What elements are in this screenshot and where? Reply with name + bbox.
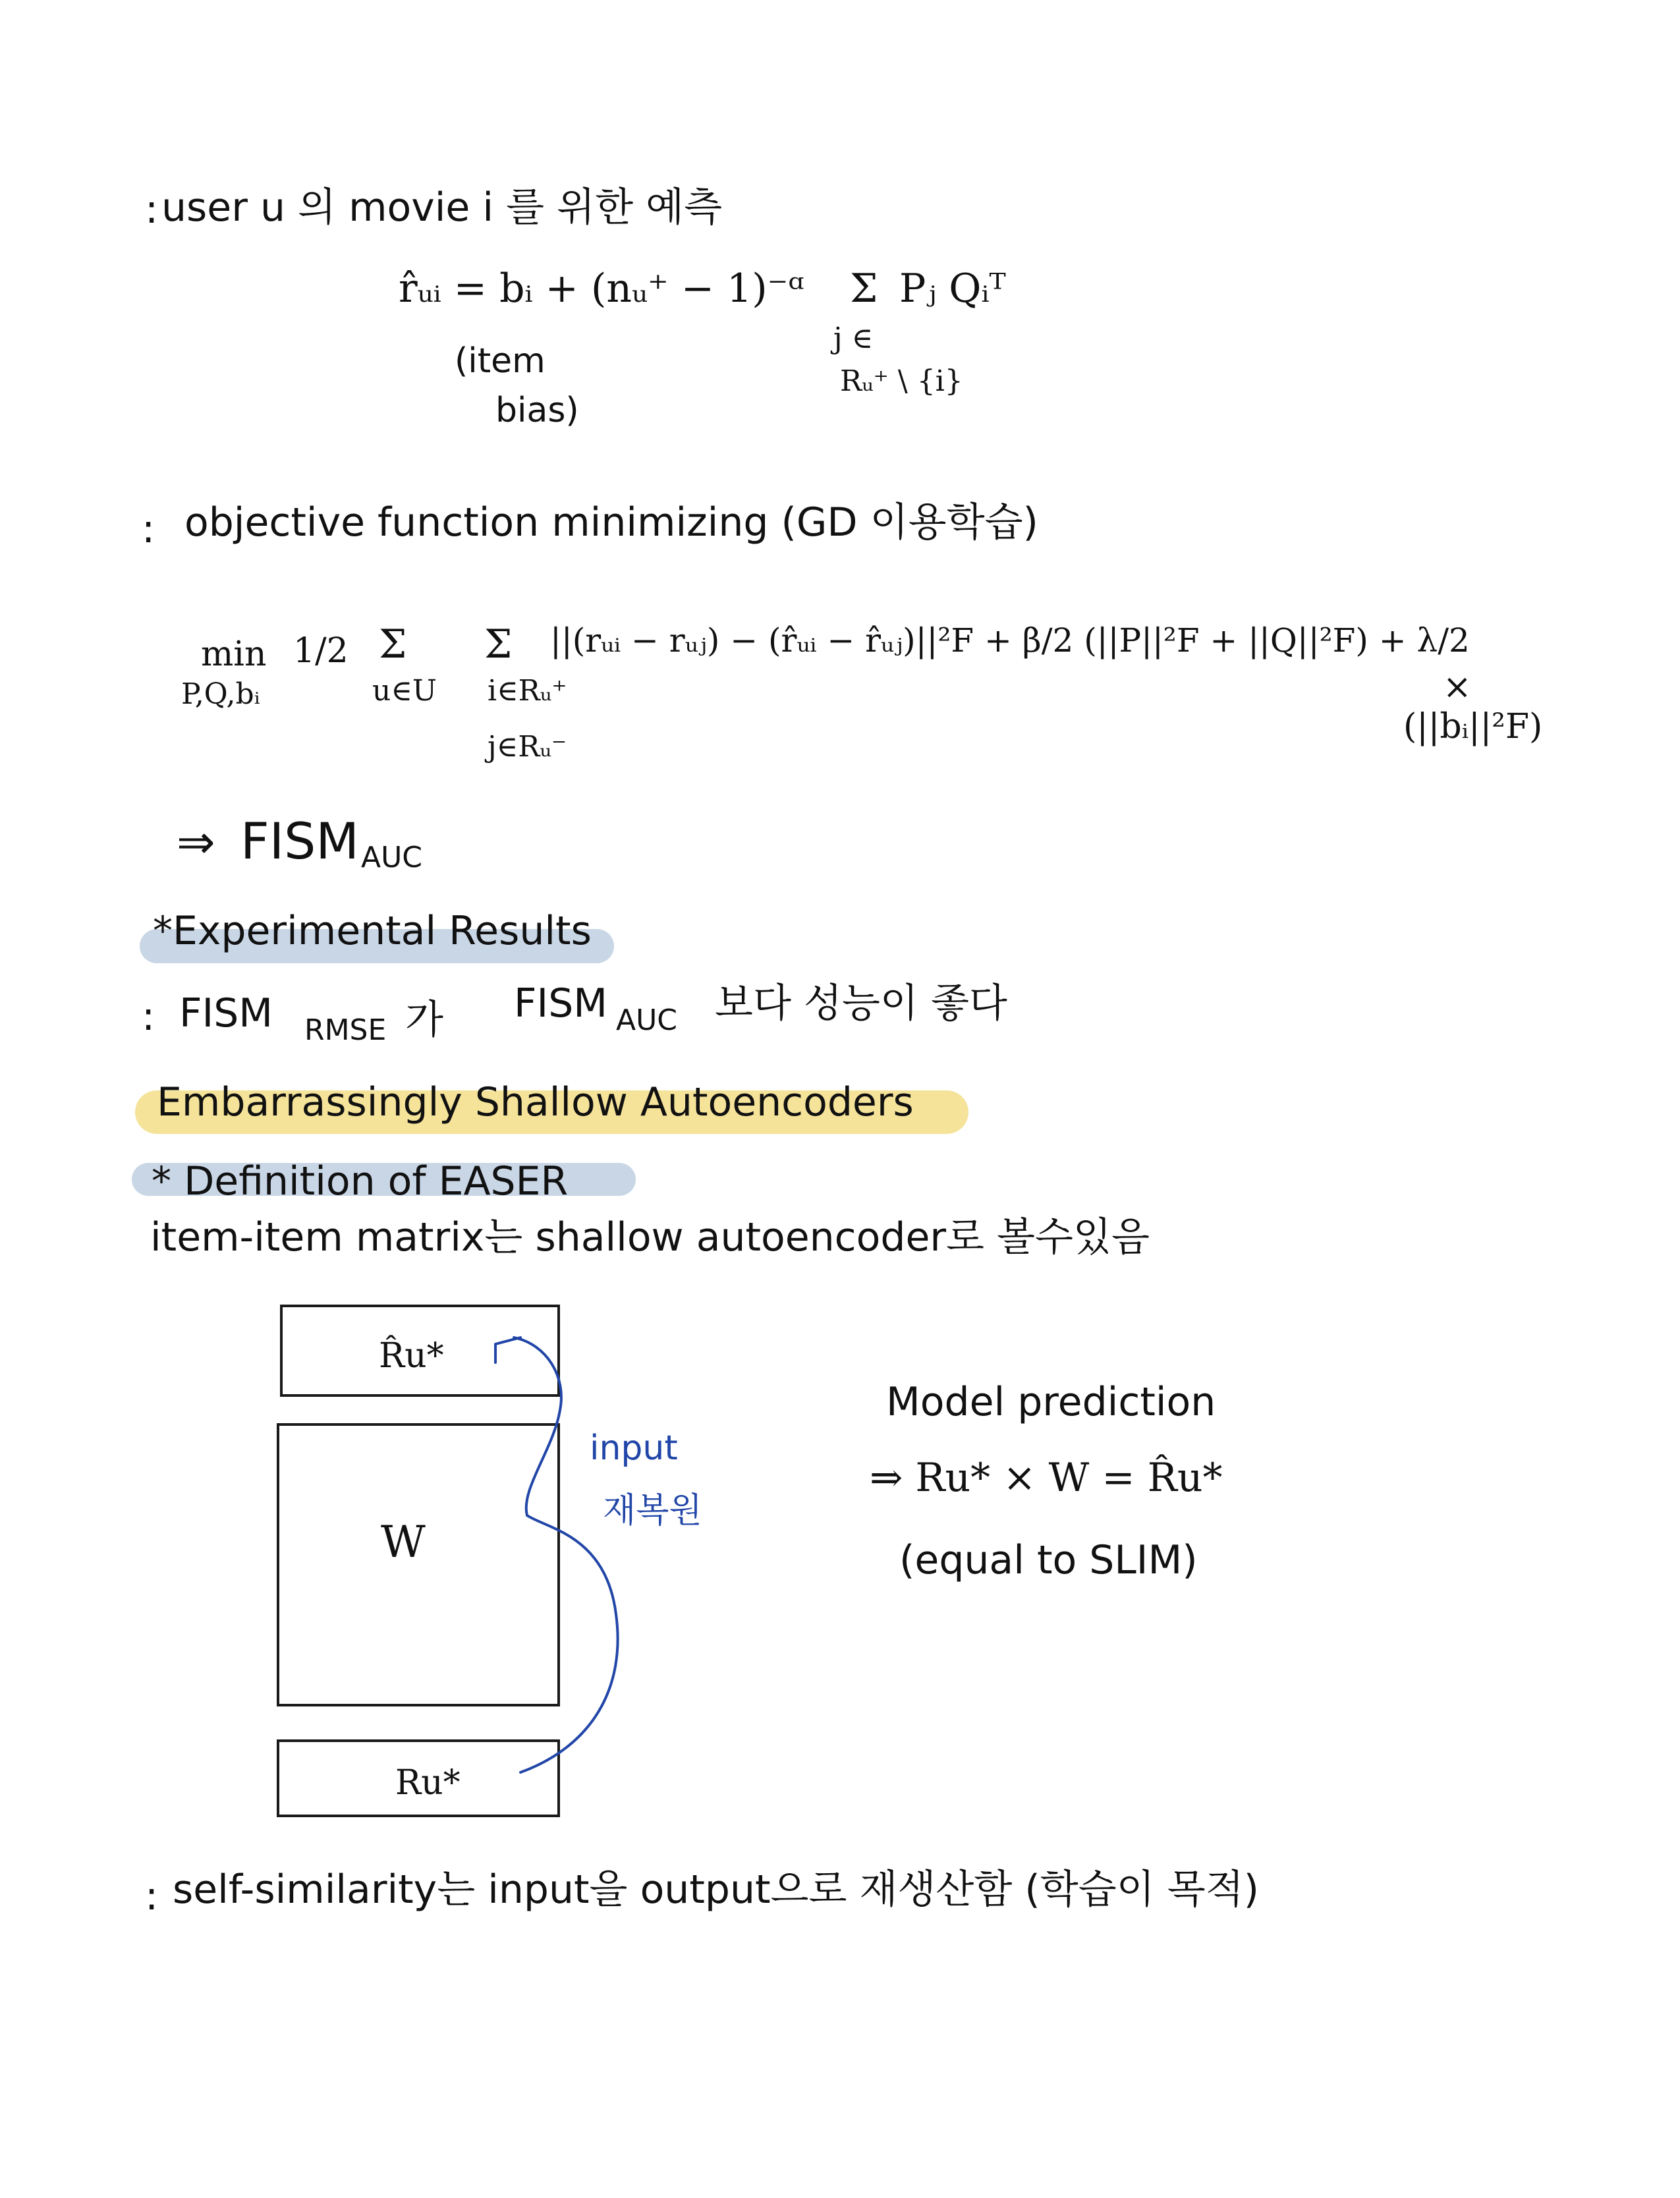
- line1-bullet: :: [145, 186, 159, 233]
- formula2-sum-ij-sub2: j∈Rᵤ⁻: [488, 730, 567, 764]
- formula2-min-sub: P,Q,bᵢ: [181, 677, 260, 711]
- line3-text: FISM: [240, 812, 359, 870]
- formula2-sum-u: Σ: [379, 621, 407, 667]
- definition-heading: * Definition of EASER: [152, 1158, 569, 1204]
- section1-ga: 가: [405, 997, 443, 1043]
- prediction-note: (equal to SLIM): [899, 1537, 1198, 1583]
- formula2-times: ×: [1443, 667, 1472, 707]
- line4-text: self-similarity는 input을 output으로 재생산함 (학습이 목적): [173, 1867, 1260, 1913]
- diagram-w-label: W: [381, 1517, 426, 1567]
- section1-bullet: :: [142, 994, 155, 1040]
- formula1-lhs: r̂ᵤᵢ = bᵢ + (nᵤ⁺ − 1)⁻ᵅ: [399, 266, 804, 312]
- experimental-results-heading: *Experimental Results: [153, 908, 592, 954]
- line4-bullet: :: [145, 1873, 159, 1919]
- reconstruction-arrow: [514, 1338, 618, 1772]
- formula2-sum-ij-sub1: i∈Rᵤ⁺: [488, 674, 567, 708]
- formula1-bias-note-2: bias): [495, 391, 579, 430]
- section1-fism-c: FISM: [514, 980, 608, 1027]
- section1-fism-a: FISM: [179, 990, 273, 1036]
- line3-arrow: ⇒: [177, 815, 215, 869]
- section1-rest: 보다 성능이 좋다: [715, 980, 1007, 1027]
- section1-sub-a: RMSE: [304, 1013, 387, 1047]
- formula1-sum: Σ: [850, 266, 878, 312]
- formula1-sum-index-bottom: Rᵤ⁺ \ {i}: [840, 364, 963, 398]
- definition-text: item-item matrix는 shallow autoencoder로 볼수있음: [150, 1214, 1150, 1260]
- formula2-frac: 1/2: [293, 631, 349, 671]
- line3-sub: AUC: [361, 841, 423, 874]
- prediction-formula: ⇒ Ru* × W = R̂u*: [870, 1455, 1223, 1501]
- formula2-tail: (||bᵢ||²F): [1403, 707, 1543, 747]
- diagram-note-reconstruct: 재복원: [603, 1491, 702, 1531]
- line2-bullet: :: [142, 506, 155, 552]
- formula1-bias-note-1: (item: [455, 341, 546, 381]
- diagram-note-input: input: [590, 1428, 678, 1468]
- formula2-sum-u-sub: u∈U: [372, 674, 437, 708]
- diagram-bottom-label: Ru*: [395, 1763, 461, 1803]
- formula2-min: min: [201, 634, 267, 674]
- line1-text: user u 의 movie i 를 위한 예측: [161, 184, 723, 231]
- diagram-top-label: R̂u*: [379, 1336, 444, 1376]
- formula2-sum-ij: Σ: [484, 621, 513, 667]
- formula2-body: ||(rᵤᵢ − rᵤⱼ) − (r̂ᵤᵢ − r̂ᵤⱼ)||²F + β/2 (||P||²F + ||Q||²F) + λ/2: [550, 621, 1470, 660]
- formula1-sum-index-top: j ∈: [833, 322, 874, 355]
- reconstruction-arrowhead: [495, 1338, 520, 1363]
- section1-sub-c: AUC: [616, 1003, 678, 1037]
- formula1-term: Pⱼ Qᵢᵀ: [899, 266, 1006, 312]
- prediction-title: Model prediction: [886, 1379, 1216, 1425]
- line2-text: objective function minimizing (GD 이용학습): [184, 499, 1038, 546]
- easer-title: Embarrassingly Shallow Autoencoders: [157, 1079, 914, 1125]
